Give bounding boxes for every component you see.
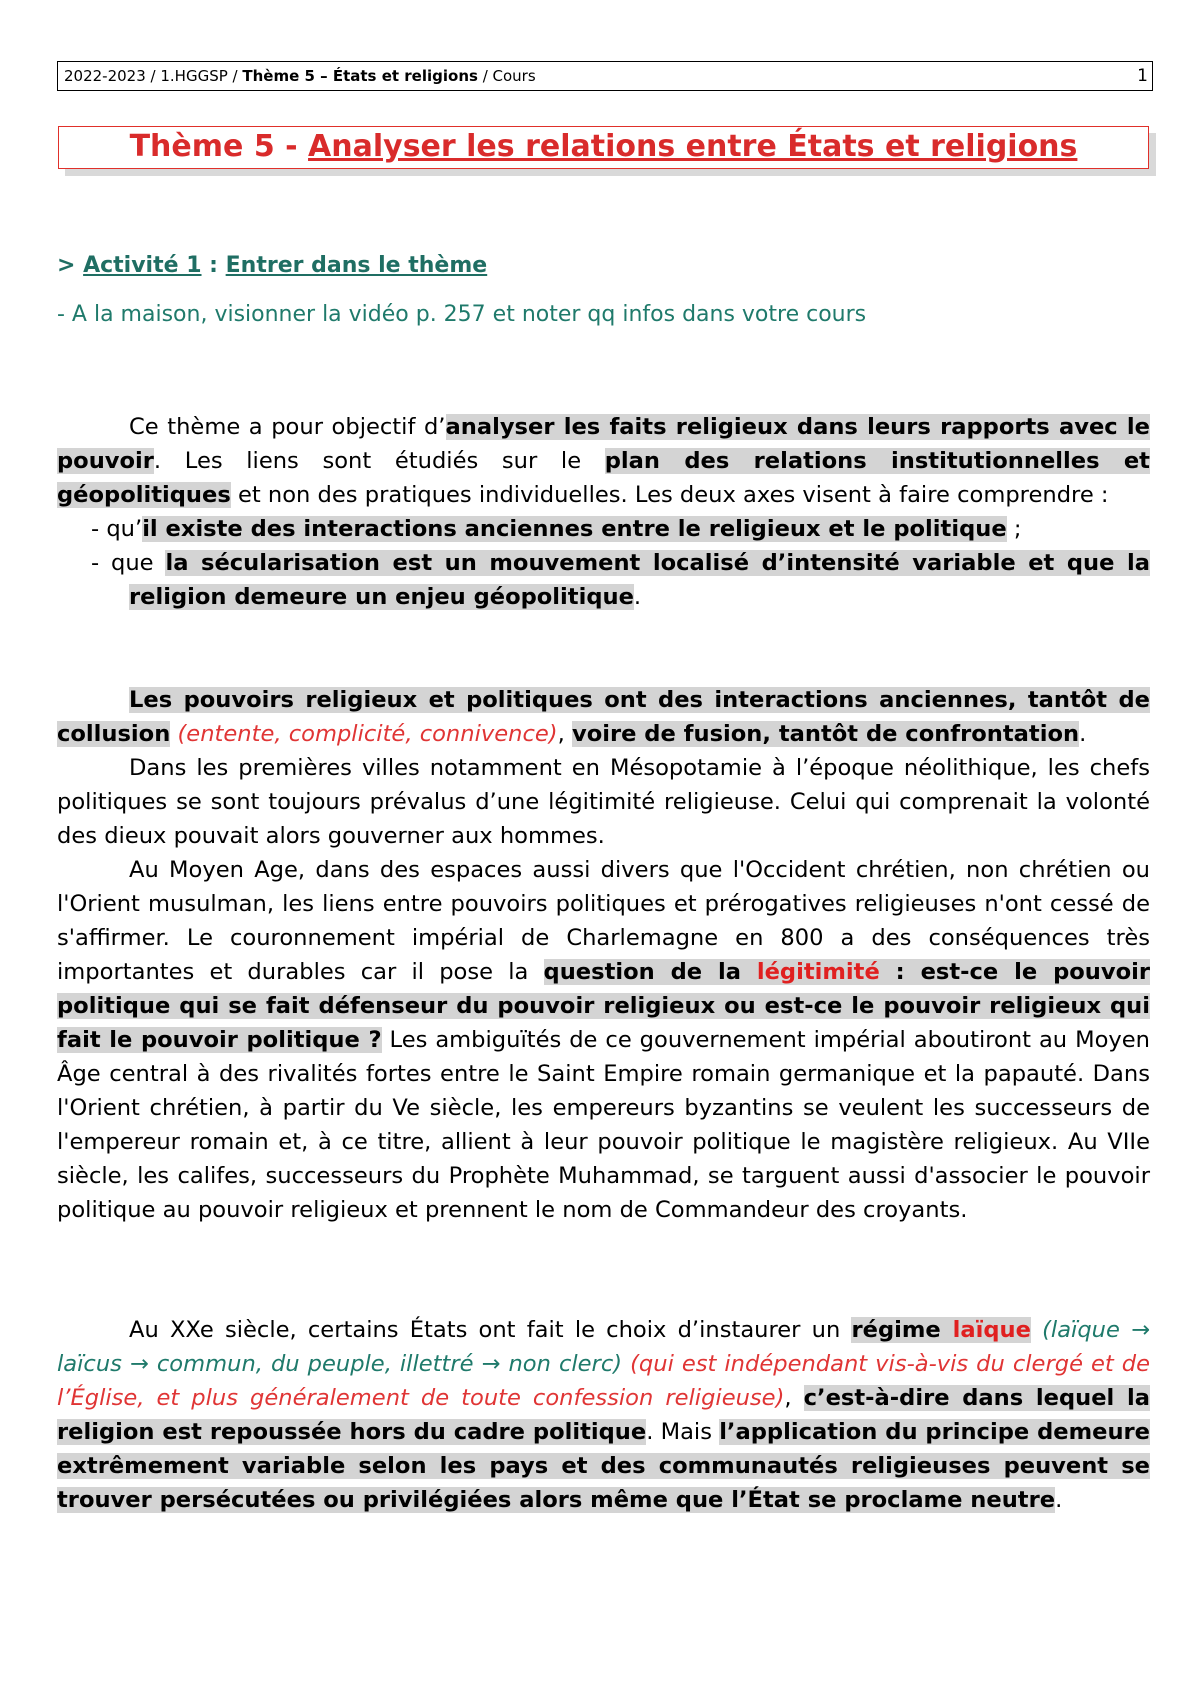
text: , [784,1385,804,1411]
page-title [58,126,1149,169]
text: . Mais [646,1419,720,1445]
bullet-item [91,546,1150,614]
title-main: Analyser les relations entre États et religions [308,129,1078,164]
activity-arrow: > [57,253,84,278]
text: , [557,721,572,747]
text: . [1055,1487,1063,1513]
text: Les ambiguïtés de ce gouvernement impérial aboutiront au Moyen Âge central à des rivalités fortes entre le Saint Empire romain germanique et la papauté. Dans l'Orient chrétien, à partir du Ve siècle, les empereurs byzantins se veulent les successeurs de l'empereur romain et, à ce titre, allient à leur pouvoir politique le magistère religieux. Au VIIe siècle, les califes, successeurs du Prophète Muhammad, se targuent aussi d'associer le pouvoir politique au pouvoir religieux et prennent le nom de Commandeur des croyants. [57,1027,1150,1223]
highlight: question de la [543,959,757,985]
text: . Les liens sont étudiés sur le [153,448,605,474]
definition-note: (entente, complicité, connivence) [170,721,558,747]
highlight-keyword: laïque [952,1317,1031,1343]
highlight: Les pouvoirs religieux et politiques ont des interactions anciennes, tantôt de collusion [57,687,1150,747]
activity-task: - A la maison, visionner la vidéo p. 257 et noter qq infos dans votre cours [57,302,867,327]
etymology-note: (laïque → laïcus → commun, du peuple, illettré → non clerc) [57,1317,1151,1377]
definition-note: (qui est indépendant vis-à-vis du clergé et de l’Église, et plus généralement de toute confession religieuse) [57,1351,1150,1411]
bullet-item [91,512,1150,546]
header-theme: Thème 5 – États et religions [242,67,478,85]
text: et non des pratiques individuelles. Les deux axes visent à faire comprendre : [230,482,1109,508]
page-header [57,61,1153,91]
header-suffix: / Cours [477,67,536,85]
highlight: il existe des interactions anciennes entre le religieux et le politique [142,516,1007,542]
highlight: voire de fusion, tantôt de confrontation [571,721,1080,747]
secularism-text [57,1313,1150,1517]
mesopotamia-text: Dans les premières villes notamment en Mésopotamie à l’époque néolithique, les chefs politiques se sont toujours prévalus d’une légitimité religieuse. Celui qui comprenait la volonté des dieux pouvait alors gouverner aux hommes. [57,755,1150,849]
paragraph-interactions [57,683,1150,1227]
middle-ages-text [57,853,1150,1227]
activity-sep: : [201,253,226,278]
activity-heading [57,253,487,278]
text: Au XXe siècle, certains États ont fait le choix d’instaurer un [129,1317,852,1343]
highlight: plan des relations institutionnelles et géopolitiques [57,448,1150,508]
highlight: analyser les faits religieux dans leurs rapports avec le pouvoir [57,414,1151,474]
bullet-dash: - qu’ [91,516,143,542]
text: Au Moyen Age, dans des espaces aussi divers que l'Occident chrétien, non chrétien ou l'Orient musulman, les liens entre pouvoirs politiques et prérogatives religieuses n'ont cessé de s'affirmer. Le couronnement impérial de Charlemagne en 800 a des conséquences très importantes et durables car il pose la [57,857,1150,985]
highlight: la sécularisation est un mouvement localisé d’intensité variable et que la religion demeure un enjeu géopolitique [129,550,1150,610]
paragraph-objectives [57,410,1150,614]
objectives-text [57,410,1150,512]
bullet-dash: - que [91,550,166,576]
highlight: l’application du principe demeure extrêmement variable selon les pays et des communautés religieuses peuvent se trouver persécutées ou privilégiées alors même que l’État se proclame neutre [57,1419,1150,1513]
text: Ce thème a pour objectif d’ [129,414,446,440]
page-number: 1 [1137,66,1148,86]
header-prefix: 2022-2023 / 1.HGGSP / [64,67,243,85]
paragraph-secularism [57,1313,1150,1517]
highlight: : est-ce le pouvoir politique qui se fait défenseur du pouvoir religieux ou est-ce le pouvoir religieux qui fait le pouvoir politique ? [57,959,1150,1053]
highlight-keyword: légitimité [756,959,880,985]
activity-name: Entrer dans le thème [225,253,488,278]
title-lead: Thème 5 - [129,129,309,164]
interactions-intro [57,683,1150,751]
text: ; [1006,516,1022,542]
highlight: régime [851,1317,953,1343]
highlight: c’est-à-dire dans lequel la religion est repoussée hors du cadre politique [57,1385,1150,1445]
text: . [1079,721,1087,747]
text: . [633,584,642,610]
activity-label: Activité 1 [83,253,202,278]
